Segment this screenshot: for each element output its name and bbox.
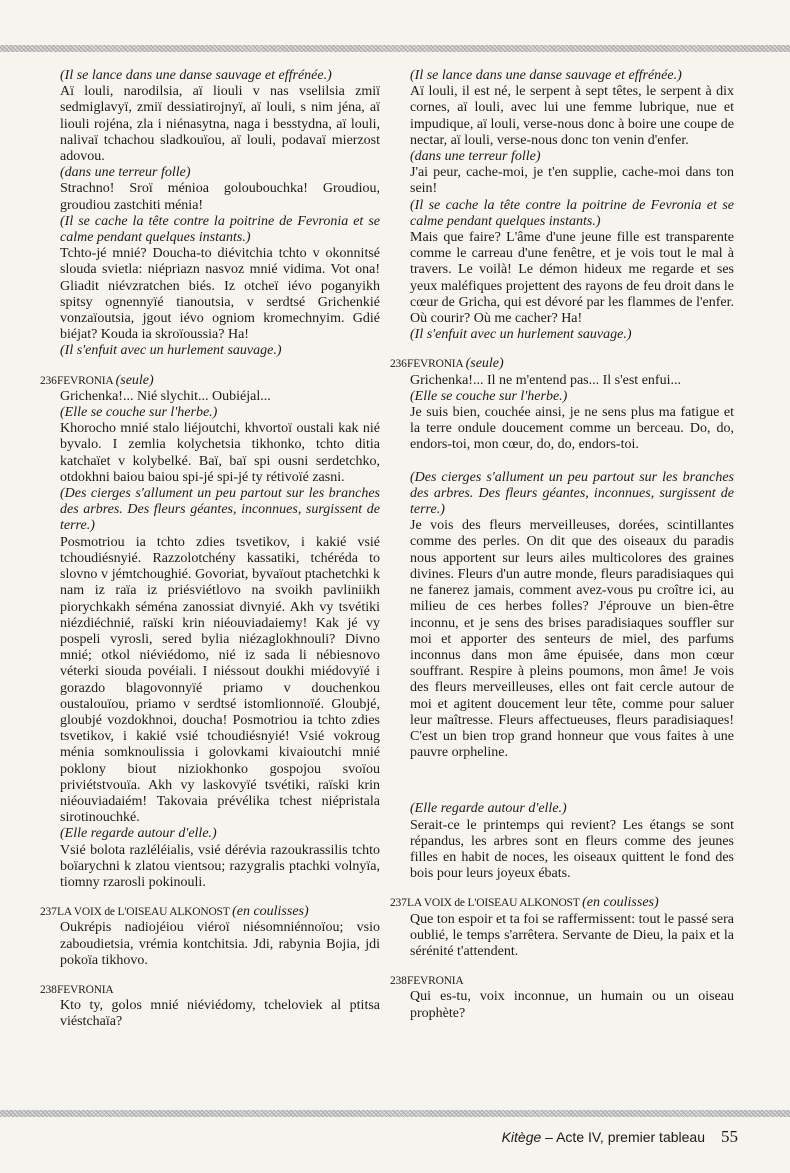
lyric-text: Posmotriou ia tchto zdies tsvetikov, i kakié vsié tchoudiésnyié. Razzolotchény kassatiki, tchéréda to slovno v jémtchoughié. Govoriat, byvaïout ptachetchki k nam iz raïa iz priésviétlovo na svoikh pavliniikh piorychkakh séména zanossiat divnyié. Akh vy tsvétiki niézdiéchnié, raïski krin niéouviadaiemy! Kak jé vy pospeli vyrosli, sered bylia niézaglokhnouli? Divno mnié; otkol niéviédomo, nié iz sada li nébiesnovo véterki siouda povéiali. I niéssout doukhi miédovyïé i gorazdo blagovonnyïé priamo v douchenkou oustalouïou, priamo v serdtsé istomlionnoïé. Gloubjé, gloubjé vozdokhnoi, doucha! Posmotriou ia tchto zdies tsvetikov, i kakié vsié tchoudiésnyié! Vsié vokroug ménia somknoulissia i golovkami kivaioutchi mnié poklony biout niziokhonko gospojou svoïou priviétstvouïa. Akh vy laskovyïé tsvétiki, raïski krin niéouviadaiém! Takovaia prévélika tchest niépristala sirotinouchké. bbox=[60, 534, 380, 826]
lyric-text: Grichenka!... Nié slychit... Oubiéjal... bbox=[60, 388, 271, 404]
lyric-text: Khorocho mnié stalo liéjoutchi, khvortoï oustali kak nié byvalo. I zemlia kolychetsia tikhonko, tchto ditia katchaïet v kolybelké. Baï, baï spi ousni serdetchko, otdokhni baiou baiou spi-jé spi-jé ty rétivoïé zasni. bbox=[60, 421, 380, 485]
speaker-heading bbox=[390, 895, 734, 911]
stage-direction: (Il se lance dans une danse sauvage et effrénée.) bbox=[410, 68, 682, 83]
lyric-text: Je suis bien, couchée ainsi, je ne sens plus ma fatigue et la terre ondule doucement comme un berceau. Do, do, endors-toi, mon cœur, do, do, endors-toi. bbox=[410, 405, 734, 453]
speaker-name: FEVRONIA bbox=[407, 358, 463, 371]
lyric-text: Mais que faire? L'âme d'une jeune fille est transparente comme le carreau d'une fenêtre, et je vois tout le mal à travers. Le voilà! Le démon hideux me regarde et ses yeux maléfiques projettent des rayons de feu droit dans le cœur de Gricha, qui est dévoré par les flammes de l'enfer. Où courir? Où me cacher? Ha! bbox=[410, 230, 734, 327]
stage-direction: (Elle se couche sur l'herbe.) bbox=[410, 388, 568, 404]
russian-column bbox=[40, 68, 380, 1031]
lyric-text: J'ai peur, cache-moi, je t'en supplie, cache-moi dans ton sein! bbox=[410, 165, 734, 197]
speaker-name: LA VOIX de L'OISEAU ALKONOST bbox=[57, 906, 230, 919]
stage-direction: (Il se cache la tête contre la poitrine de Fevronia et se calme pendant quelques instants.) bbox=[410, 197, 734, 229]
speaker-name: FEVRONIA bbox=[57, 374, 113, 387]
lyric-text: Tchto-jé mnié? Doucha-to diévitchia tchto v okonnitsé slouda svietla: niépriazn nasvoz mnié vidima. Vot ona! Gliadit niévzratchen biés. Iz otcheï iévo poganyikh spitsy ognennyïé tianoutsia, v serdtsé Grichenkié vonzaïoutsia, jgout iévo ogniom kromechnyim. Gdié biéjat? Kouda ia skroïoussia? Ha! bbox=[60, 246, 380, 343]
stage-direction: (Il se cache la tête contre la poitrine de Fevronia et se calme pendant quelques instants.) bbox=[60, 213, 380, 246]
speaker-heading bbox=[390, 356, 734, 372]
section-number: 236 bbox=[40, 374, 57, 387]
running-footer bbox=[502, 1127, 738, 1147]
lyric-text: Qui es-tu, voix inconnue, un humain ou un oiseau prophète? bbox=[410, 989, 734, 1021]
stage-direction: (Il se lance dans une danse sauvage et effrénée.) bbox=[60, 68, 332, 83]
act-title: – Acte IV, premier tableau bbox=[541, 1129, 705, 1145]
stage-direction: (seule) bbox=[465, 356, 504, 372]
stage-direction: (en coulisses) bbox=[232, 904, 309, 920]
lyric-text: Aï louli, narodilsia, aï liouli v nas vselilsia zmiï sedmiglavyï, zmiï dessiatirojnyï, aï louli, s nim jéna, aï liouli rojéna, zla i niénasytna, naga i besstydna, aï louli, nalivaï tchachou sladkouïou, aï louli, podavaï mierzost adovou. bbox=[60, 84, 380, 165]
speaker-name: LA VOIX de L'OISEAU ALKONOST bbox=[407, 897, 580, 910]
stage-direction: (Des cierges s'allument un peu partout sur les branches des arbres. Des fleurs géantes, inconnues, surgissent de terre.) bbox=[60, 486, 380, 534]
section-number: 238 bbox=[390, 975, 407, 988]
lyric-text: Je vois des fleurs merveilleuses, dorées, scintillantes comme des perles. On dit que des oiseaux du paradis nous apportent sur leurs ailes multicolores des graines divines. Fleurs d'un autre monde, fleurs paradisiaques qui ne fanerez jamais, comment avez-vous pu croître ici, au milieu de ces herbes folles? J'éprouve un bien-être inconnu, et je sens des brises paradisiaques souffler sur moi et apporter des senteurs de miel, des parfums inconnus dans mon âme épuisée, dans mon cœur souffrant. Respire à pleins poumons, mon âme! Je vois des fleurs merveilleuses, elles ont fait cercle autour de moi et agitent doucement leur tête, comme pour saluer leur maîtresse. Fleurs affectueuses, fleurs paradisiaques! C'est un bien trop grand honneur que vous faites à une pauvre orpheline. bbox=[410, 518, 734, 761]
speaker-name: FEVRONIA bbox=[407, 975, 464, 988]
lyric-text: Aï louli, il est né, le serpent à sept têtes, le serpent à dix cornes, aï louli, avec lui une femme lubrique, nue et impudique, aï louli, verse-nous donc à boire une coupe de nectar, aï louli, verse-nous donc ton venin d'enfer. bbox=[410, 84, 734, 148]
speaker-heading bbox=[40, 904, 380, 920]
section-number: 237 bbox=[390, 897, 407, 910]
section-number: 238 bbox=[40, 983, 57, 996]
lyric-text: Strachno! Sroï ménioa goloubouchka! Groudiou, groudiou zastchiti ménia! bbox=[60, 181, 380, 213]
stage-direction: (dans une terreur folle) bbox=[60, 165, 191, 181]
speaker-name: FEVRONIA bbox=[57, 983, 114, 996]
lyric-text: Kto ty, golos mnié niéviédomy, tcheloviek al ptitsa viéstchaïa? bbox=[60, 998, 380, 1030]
page-number: 55 bbox=[721, 1127, 738, 1146]
stage-direction: (Il s'enfuit avec un hurlement sauvage.) bbox=[410, 327, 632, 343]
lyric-text: Vsié bolota razléléialis, vsié dérévia razoukrassilis tchto boïarychni k zlatou vientsou; razygralis ptachki volnyïa, tiomny rzarosli pokinouli. bbox=[60, 842, 380, 890]
section-number: 237 bbox=[40, 906, 57, 919]
stage-direction: (Elle regarde autour d'elle.) bbox=[60, 826, 217, 842]
stage-direction: (Des cierges s'allument un peu partout sur les branches des arbres. Des fleurs géantes, inconnues, surgissent de terre.) bbox=[410, 469, 734, 518]
stage-direction: (seule) bbox=[115, 372, 154, 388]
speaker-heading bbox=[40, 373, 380, 389]
speaker-heading bbox=[40, 982, 380, 998]
section-number: 236 bbox=[390, 358, 407, 371]
lyric-text: Grichenka!... Il ne m'entend pas... Il s'est enfui... bbox=[410, 372, 681, 388]
stage-direction: (Elle se couche sur l'herbe.) bbox=[60, 405, 218, 421]
french-column bbox=[390, 68, 734, 1022]
bottom-border bbox=[0, 1110, 790, 1117]
lyric-text: Serait-ce le printemps qui revient? Les étangs se sont répandus, les arbres sont en fleurs comme des jeunes filles en habit de noces, les oiseaux quittent le fond des bois pour leurs joyeux ébats. bbox=[410, 817, 734, 882]
speaker-heading bbox=[390, 973, 734, 989]
work-title: Kitège bbox=[501, 1129, 542, 1145]
stage-direction: (en coulisses) bbox=[582, 895, 659, 911]
lyric-text: Que ton espoir et ta foi se raffermissent: tout le passé sera oublié, le temps s'arrêtera. Servante de Dieu, la paix et la sérénité t'attendent. bbox=[410, 911, 734, 959]
lyric-text: Oukrépis nadiojéiou viéroï niésomniénnoïou; vsio zaboudietsia, vrémia kontchitsia. Jdi, rabynia Bojia, jdi pokoïa tikhovo. bbox=[60, 920, 380, 968]
stage-direction: (Elle regarde autour d'elle.) bbox=[410, 801, 567, 817]
stage-direction: (dans une terreur folle) bbox=[410, 149, 541, 165]
top-border bbox=[0, 45, 790, 52]
stage-direction: (Il s'enfuit avec un hurlement sauvage.) bbox=[60, 343, 282, 359]
